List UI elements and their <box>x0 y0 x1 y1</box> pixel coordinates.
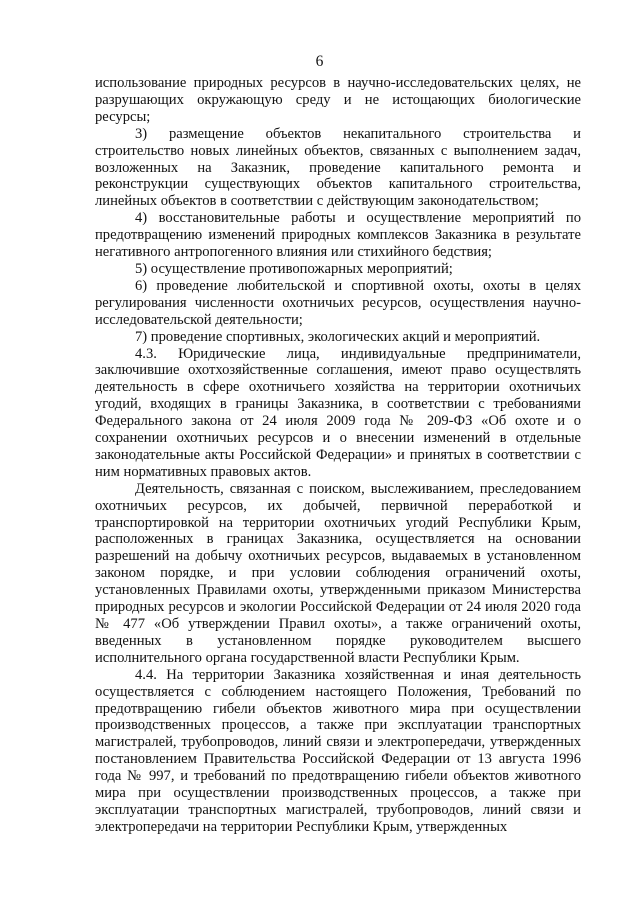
paragraph-section-4-4: 4.4. На территории Заказника хозяйственная и иная деятельность осуществляется с соблюдением настоящего Положения, Требований по предотвращению гибели объектов животного мира при осуществлении производственных процессов, а также при эксплуатации транспортных магистралей, трубопроводов, линий связи и электропередачи, утвержденных постановлением Правительства Российской Федерации от 13 августа 1996 года № 997, и требований по предотвращению гибели объектов животного мира при осуществлении производственных процессов, а также при эксплуатации транспортных магистралей, трубопроводов, линий связи и электропередачи на территории Республики Крым, утвержденных <box>95 666 581 835</box>
paragraph-item-5: 5) осуществление противопожарных мероприятий; <box>135 260 453 277</box>
paragraph-item-4: 4) восстановительные работы и осуществление мероприятий по предотвращению изменений природных комплексов Заказника в результате негативного антропогенного влияния или стихийного бедствия; <box>95 210 581 261</box>
paragraph-continuation: использование природных ресурсов в научно-исследовательских целях, не разрушающих окружающую среду и не истощающих биологические ресурсы; <box>95 75 581 125</box>
paragraph-item-7: 7) проведение спортивных, экологических акций и мероприятий. <box>135 328 541 345</box>
paragraph-section-4-3: 4.3. Юридические лица, индивидуальные предприниматели, заключившие охотхозяйственные соглашения, имеют право осуществлять деятельность в сфере охотничьего хозяйства на территории охотничьих угодий, входящих в границы Заказника, в соответствии с требованиями Федерального закона от 24 июля 2009 года № 209-ФЗ «Об охоте и о сохранении охотничьих ресурсов и о внесении изменений в отдельные законодательные акты Российской Федерации» и принятых в соответствии с ним нормативных правовых актов. <box>95 345 581 480</box>
page-number: 6 <box>315 53 324 70</box>
paragraph-hunting-activity: Деятельность, связанная с поиском, выслеживанием, преследованием охотничьих ресурсов, их добычей, первичной переработкой и транспортировкой на территории охотничьих угодий Республики Крым, расположенных в границах Заказника, осуществляется на основании разрешений на добычу охотничьих ресурсов, выдаваемых в установленном законом порядке, и при условии соблюдения ограничений охоты, установленных Правилами охоты, утвержденными приказом Министерства природных ресурсов и экологии Российской Федерации от 24 июля 2020 года № 477 «Об утверждении Правил охоты», а также ограничений охоты, введенных в установленном порядке руководителем высшего исполнительного органа государственной власти Республики Крым. <box>95 480 581 666</box>
paragraph-item-3: 3) размещение объектов некапитального строительства и строительство новых линейных объектов, связанных с выполнением задач, возложенных на Заказник, проведение капитального ремонта и реконструкции существующих объектов капитального строительства, линейных объектов в соответствии с действующим законодательством; <box>95 125 581 210</box>
paragraph-item-6: 6) проведение любительской и спортивной охоты, охоты в целях регулирования численности охотничьих ресурсов, осуществления научно-исследовательской деятельности; <box>95 277 581 328</box>
document-body <box>95 75 581 836</box>
